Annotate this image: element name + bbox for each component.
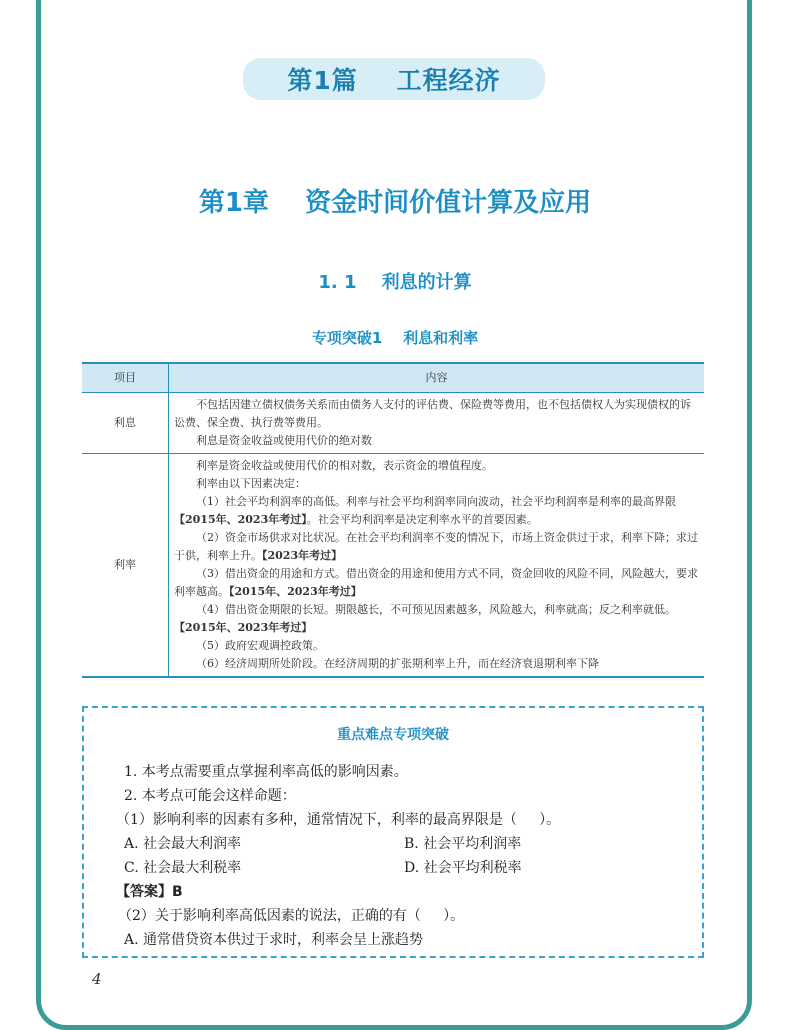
row-label-rate: 利率 [82, 454, 169, 678]
interest-line: 不包括因建立债权债务关系而由债务人支付的评估费、保险费等费用，也不包括债权人为实现债权的诉讼费、保全费、执行费等费用。 [174, 398, 691, 429]
options-row [124, 856, 684, 880]
exam-tag: 【2015年、2023年考过】 [174, 621, 313, 634]
exam-tag: 【2015年、2023年考过】 [229, 585, 362, 598]
rate-line: （2）资金市场供求对比状况。在社会平均利润率不变的情况下，市场上资金供过于求，利率下降；求过于供，利率上升。【2023年考过】 [174, 531, 698, 562]
header-content: 内容 [169, 363, 705, 393]
answer: 【答案】B [116, 884, 183, 900]
chapter-title: 第1章 资金时间价值计算及应用 [198, 188, 592, 218]
rate-line: （1）社会平均利润率的高低。利率与社会平均利润率同向波动，社会平均利润率是利率的最高界限【2015年、2023年考过】。社会平均利润率是决定利率水平的首要因素。 [174, 495, 676, 526]
key-points-body [116, 760, 684, 952]
rate-line: 利率是资金收益或使用代价的相对数，表示资金的增值程度。 [196, 459, 493, 472]
question-2: （2）关于影响利率高低因素的说法，正确的有（ ）。 [118, 908, 465, 924]
exam-tag: 【2023年考过】 [262, 549, 343, 562]
question-1: （1）影响利率的因素有多种，通常情况下，利率的最高界限是（ ）。 [116, 812, 561, 828]
rate-line: （6）经济周期所处阶段。在经济周期的扩张期利率上升，而在经济衰退期利率下降 [196, 657, 599, 670]
row-label-interest: 利息 [82, 393, 169, 454]
part-banner [243, 58, 545, 100]
key-point-line: 2. 本考点可能会这样命题： [124, 788, 296, 804]
rate-line: （5）政府宏观调控政策。 [196, 639, 324, 652]
row-content-rate [169, 454, 705, 678]
interest-rate-table [82, 362, 704, 678]
rate-line: 利率由以下因素决定： [196, 477, 306, 490]
rate-line: （3）借出资金的用途和方式。借出资金的用途和使用方式不同，资金回收的风险不同，风险越大，要求利率越高。【2015年、2023年考过】 [174, 567, 698, 598]
option-b: B. 社会平均利润率 [404, 836, 522, 852]
table-row-interest [82, 393, 704, 454]
topic-title: 专项突破1 利息和利率 [311, 329, 479, 347]
row-content-interest [169, 393, 705, 454]
table-row-rate [82, 454, 704, 678]
option-a: A. 社会最大利润率 [124, 836, 242, 852]
key-points-box [82, 706, 704, 958]
q2-option-a: A. 通常借贷资本供过于求时，利率会呈上涨趋势 [124, 932, 424, 948]
option-d: D. 社会平均利税率 [404, 860, 522, 876]
key-point-line: 1. 本考点需要重点掌握利率高低的影响因素。 [124, 764, 408, 780]
section-title: 1. 1 利息的计算 [318, 272, 472, 293]
interest-line: 利息是资金收益或使用代价的绝对数 [196, 434, 372, 447]
option-c: C. 社会最大利税率 [124, 860, 242, 876]
exam-tag: 【2015年、2023年考过】 [174, 513, 307, 526]
rate-line: （4）借出资金期限的长短。期限越长，不可预见因素越多，风险越大，利率就高；反之利率就低。【2015年、2023年考过】 [174, 603, 676, 634]
key-points-title: 重点难点专项突破 [337, 727, 449, 743]
header-item: 项目 [82, 363, 169, 393]
table-header-row [82, 363, 704, 393]
options-row [124, 832, 684, 856]
page-number: 4 [92, 970, 102, 988]
part-title: 第1篇 工程经济 [287, 66, 501, 95]
